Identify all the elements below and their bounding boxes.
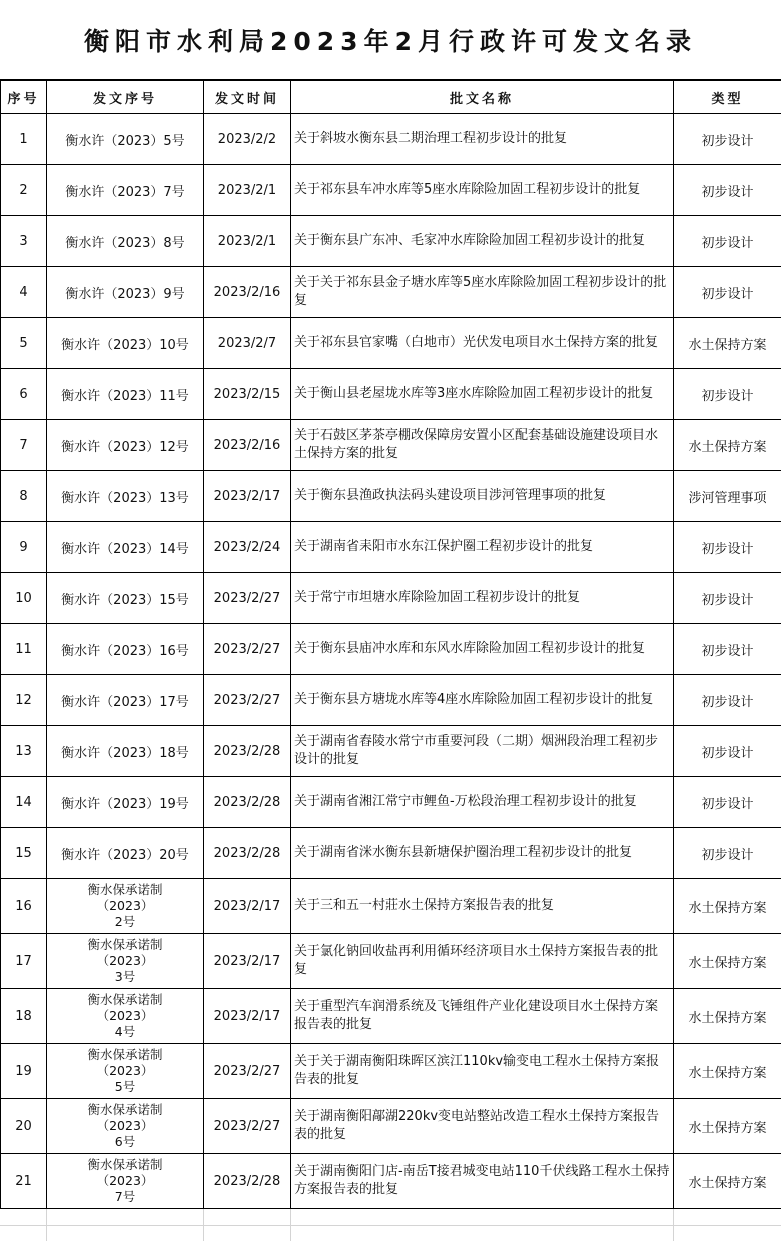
cell-name: 关于石鼓区茅茶亭棚改保障房安置小区配套基础设施建设项目水土保持方案的批复 — [291, 420, 674, 471]
cell-seq: 15 — [1, 828, 47, 879]
cell-seq: 11 — [1, 624, 47, 675]
cell-date: 2023/2/27 — [204, 1044, 291, 1099]
cell-date: 2023/2/27 — [204, 1099, 291, 1154]
cell-type: 初步设计 — [674, 675, 781, 726]
cell-date: 2023/2/7 — [204, 318, 291, 369]
cell-seq: 9 — [1, 522, 47, 573]
cell-name: 关于湖南省舂陵水常宁市重要河段（二期）烟洲段治理工程初步设计的批复 — [291, 726, 674, 777]
cell-date: 2023/2/28 — [204, 1154, 291, 1209]
cell-doc-no-line: （2023） — [96, 1118, 154, 1133]
cell-doc-no: 衡水许（2023）8号 — [47, 216, 204, 267]
table-row — [1, 1044, 781, 1099]
cell-doc-no-line: 2号 — [114, 914, 136, 929]
cell-doc-no-line: 4号 — [114, 1024, 136, 1039]
cell-date: 2023/2/27 — [204, 675, 291, 726]
cell-date: 2023/2/16 — [204, 267, 291, 318]
cell-type: 水土保持方案 — [674, 1044, 781, 1099]
cell-doc-no-line: 衡水保承诺制 — [87, 937, 163, 952]
cell-name: 关于湖南衡阳鄗湖220kv变电站整站改造工程水土保持方案报告表的批复 — [291, 1099, 674, 1154]
cell-name: 关于关于湖南衡阳珠晖区滨江110kv输变电工程水土保持方案报告表的批复 — [291, 1044, 674, 1099]
page-title: 衡阳市水利局2023年2月行政许可发文名录 — [0, 0, 781, 80]
cell-name: 关于衡东县方塘垅水库等4座水库除险加固工程初步设计的批复 — [291, 675, 674, 726]
cell-doc-no: 衡水许（2023）13号 — [47, 471, 204, 522]
cell-date: 2023/2/1 — [204, 216, 291, 267]
cell-type: 初步设计 — [674, 369, 781, 420]
cell-date: 2023/2/2 — [204, 114, 291, 165]
cell-seq: 17 — [1, 934, 47, 989]
cell-name: 关于三和五一村莊水土保持方案报告表的批复 — [291, 879, 674, 934]
cell-date: 2023/2/17 — [204, 879, 291, 934]
cell-name: 关于衡山县老屋垅水库等3座水库除险加固工程初步设计的批复 — [291, 369, 674, 420]
cell-doc-no-line: 3号 — [114, 969, 136, 984]
cell-doc-no-line: 7号 — [114, 1189, 136, 1204]
cell-doc-no-line: 衡水保承诺制 — [87, 882, 163, 897]
table-row — [1, 828, 781, 879]
cell-seq: 21 — [1, 1154, 47, 1209]
cell-date: 2023/2/28 — [204, 828, 291, 879]
cell-doc-no-line: 衡水保承诺制 — [87, 992, 163, 1007]
cell-doc-no — [47, 934, 204, 989]
cell-type: 初步设计 — [674, 216, 781, 267]
cell-name: 关于湖南省湘江常宁市鲤鱼-万松段治理工程初步设计的批复 — [291, 777, 674, 828]
table-row — [1, 1099, 781, 1154]
table-row — [1, 114, 781, 165]
cell-seq: 12 — [1, 675, 47, 726]
cell-doc-no-line: （2023） — [96, 953, 154, 968]
cell-seq: 2 — [1, 165, 47, 216]
cell-type: 涉河管理事项 — [674, 471, 781, 522]
cell-name: 关于湖南省洣水衡东县新塘保护圈治理工程初步设计的批复 — [291, 828, 674, 879]
table-row — [1, 522, 781, 573]
cell-type: 初步设计 — [674, 726, 781, 777]
cell-seq: 13 — [1, 726, 47, 777]
cell-doc-no-line: 衡水保承诺制 — [87, 1157, 163, 1172]
cell-date: 2023/2/17 — [204, 934, 291, 989]
empty-grid-area — [0, 1208, 781, 1241]
cell-type: 水土保持方案 — [674, 420, 781, 471]
table-row — [1, 777, 781, 828]
table-row — [1, 726, 781, 777]
cell-name: 关于关于祁东县金子塘水库等5座水库除险加固工程初步设计的批复 — [291, 267, 674, 318]
cell-doc-no-line: （2023） — [96, 898, 154, 913]
table-row — [1, 267, 781, 318]
cell-type: 水土保持方案 — [674, 1099, 781, 1154]
cell-doc-no: 衡水许（2023）14号 — [47, 522, 204, 573]
cell-doc-no — [47, 1044, 204, 1099]
table-row — [1, 318, 781, 369]
table-row — [1, 471, 781, 522]
cell-doc-no: 衡水许（2023）19号 — [47, 777, 204, 828]
cell-doc-no-line: 5号 — [114, 1079, 136, 1094]
table-row — [1, 989, 781, 1044]
cell-doc-no: 衡水许（2023）11号 — [47, 369, 204, 420]
table-row — [1, 216, 781, 267]
cell-name: 关于氯化钠回收盐再利用循环经济项目水土保持方案报告表的批复 — [291, 934, 674, 989]
cell-name: 关于祁东县车冲水库等5座水库除险加固工程初步设计的批复 — [291, 165, 674, 216]
header-seq: 序号 — [1, 81, 47, 114]
cell-doc-no: 衡水许（2023）20号 — [47, 828, 204, 879]
cell-type: 初步设计 — [674, 573, 781, 624]
cell-type: 水土保持方案 — [674, 989, 781, 1044]
cell-seq: 4 — [1, 267, 47, 318]
cell-doc-no — [47, 1154, 204, 1209]
cell-seq: 5 — [1, 318, 47, 369]
cell-name: 关于常宁市坦塘水库除险加固工程初步设计的批复 — [291, 573, 674, 624]
cell-name: 关于祁东县官家嘴（白地市）光伏发电项目水土保持方案的批复 — [291, 318, 674, 369]
cell-doc-no: 衡水许（2023）15号 — [47, 573, 204, 624]
cell-name: 关于衡东县渔政执法码头建设项目涉河管理事项的批复 — [291, 471, 674, 522]
cell-seq: 7 — [1, 420, 47, 471]
cell-seq: 1 — [1, 114, 47, 165]
table-row — [1, 675, 781, 726]
cell-seq: 18 — [1, 989, 47, 1044]
cell-doc-no: 衡水许（2023）17号 — [47, 675, 204, 726]
table-row — [1, 573, 781, 624]
cell-type: 初步设计 — [674, 165, 781, 216]
cell-type: 初步设计 — [674, 828, 781, 879]
cell-type: 水土保持方案 — [674, 1154, 781, 1209]
table-row — [1, 165, 781, 216]
cell-date: 2023/2/15 — [204, 369, 291, 420]
cell-type: 初步设计 — [674, 267, 781, 318]
header-doc-no: 发文序号 — [47, 81, 204, 114]
cell-type: 水土保持方案 — [674, 879, 781, 934]
cell-type: 初步设计 — [674, 522, 781, 573]
header-name: 批文名称 — [291, 81, 674, 114]
cell-name: 关于湖南衡阳门店-南岳T接君城变电站110千伏线路工程水土保持方案报告表的批复 — [291, 1154, 674, 1209]
cell-type: 水土保持方案 — [674, 934, 781, 989]
cell-seq: 8 — [1, 471, 47, 522]
cell-type: 初步设计 — [674, 624, 781, 675]
cell-name: 关于衡东县庙冲水库和东风水库除险加固工程初步设计的批复 — [291, 624, 674, 675]
cell-doc-no — [47, 1099, 204, 1154]
cell-date: 2023/2/24 — [204, 522, 291, 573]
cell-seq: 10 — [1, 573, 47, 624]
cell-doc-no: 衡水许（2023）5号 — [47, 114, 204, 165]
cell-type: 初步设计 — [674, 114, 781, 165]
cell-date: 2023/2/1 — [204, 165, 291, 216]
cell-date: 2023/2/27 — [204, 624, 291, 675]
cell-doc-no — [47, 989, 204, 1044]
cell-doc-no-line: 衡水保承诺制 — [87, 1047, 163, 1062]
cell-date: 2023/2/28 — [204, 726, 291, 777]
cell-doc-no-line: 6号 — [114, 1134, 136, 1149]
cell-doc-no: 衡水许（2023）16号 — [47, 624, 204, 675]
cell-seq: 16 — [1, 879, 47, 934]
cell-seq: 19 — [1, 1044, 47, 1099]
cell-doc-no-line: 衡水保承诺制 — [87, 1102, 163, 1117]
table-body — [1, 114, 781, 1209]
cell-doc-no: 衡水许（2023）12号 — [47, 420, 204, 471]
cell-name: 关于斜坡水衡东县二期治理工程初步设计的批复 — [291, 114, 674, 165]
cell-doc-no: 衡水许（2023）9号 — [47, 267, 204, 318]
cell-name: 关于重型汽车润滑系统及飞锤组件产业化建设项目水土保持方案报告表的批复 — [291, 989, 674, 1044]
cell-seq: 14 — [1, 777, 47, 828]
cell-doc-no: 衡水许（2023）10号 — [47, 318, 204, 369]
cell-name: 关于衡东县广东冲、毛家冲水库除险加固工程初步设计的批复 — [291, 216, 674, 267]
cell-type: 初步设计 — [674, 777, 781, 828]
cell-date: 2023/2/17 — [204, 989, 291, 1044]
table-row — [1, 420, 781, 471]
cell-name: 关于湖南省耒阳市水东江保护圈工程初步设计的批复 — [291, 522, 674, 573]
header-date: 发文时间 — [204, 81, 291, 114]
table-row — [1, 934, 781, 989]
cell-date: 2023/2/28 — [204, 777, 291, 828]
table-header-row — [1, 81, 781, 114]
table-row — [1, 624, 781, 675]
cell-seq: 6 — [1, 369, 47, 420]
cell-doc-no: 衡水许（2023）7号 — [47, 165, 204, 216]
cell-doc-no: 衡水许（2023）18号 — [47, 726, 204, 777]
cell-doc-no-line: （2023） — [96, 1173, 154, 1188]
cell-date: 2023/2/17 — [204, 471, 291, 522]
cell-doc-no-line: （2023） — [96, 1008, 154, 1023]
cell-doc-no-line: （2023） — [96, 1063, 154, 1078]
cell-type: 水土保持方案 — [674, 318, 781, 369]
cell-seq: 3 — [1, 216, 47, 267]
cell-doc-no — [47, 879, 204, 934]
table-row — [1, 1154, 781, 1209]
table-row — [1, 369, 781, 420]
cell-date: 2023/2/27 — [204, 573, 291, 624]
cell-seq: 20 — [1, 1099, 47, 1154]
table-row — [1, 879, 781, 934]
permit-table — [0, 80, 781, 1209]
cell-date: 2023/2/16 — [204, 420, 291, 471]
header-type: 类型 — [674, 81, 781, 114]
